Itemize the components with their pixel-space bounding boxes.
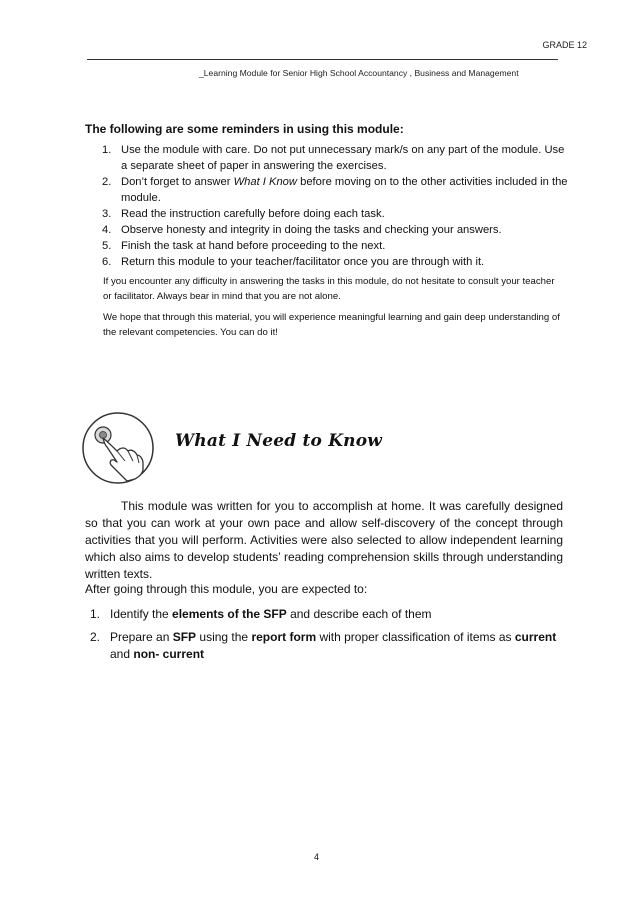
reminders-list [98, 142, 568, 270]
intro-paragraph: This module was written for you to accomplish at home. It was carefully designed so that you can work at your own pace and allow self-discovery of the concept through activities that you will perform. Activities were also selected to allow independent learning which also aims to develop students’ reading comprehension skills through understanding written texts. [85, 499, 563, 581]
list-item: 1. Identify the elements of the SFP and describe each of them [90, 607, 432, 621]
hand-pointing-icon [81, 411, 155, 485]
list-item: 6. Return this module to your teacher/facilitator once you are through with it. [102, 256, 485, 268]
list-item: 2. Prepare an SFP using the report form with proper classification of items as current and non- current [90, 630, 557, 661]
reminders-heading: The following are some reminders in using this module: [85, 122, 404, 136]
encouragement-note: We hope that through this material, you will experience meaningful learning and gain deep understanding of the relevant competencies. You can do it! [103, 312, 560, 338]
page-number: 4 [314, 852, 320, 862]
difficulty-note: If you encounter any difficulty in answering the tasks in this module, do not hesitate to consult your teacher or facilitator. Always bear in mind that you are not alone. [103, 276, 555, 302]
objectives-list [90, 606, 560, 669]
module-subtitle: _Learning Module for Senior High School Accountancy , Business and Management [199, 68, 519, 78]
header-rule [87, 59, 558, 60]
section-title: What I Need to Know [175, 431, 383, 451]
list-item: 5. Finish the task at hand before proceeding to the next. [102, 240, 386, 252]
objectives-intro: After going through this module, you are expected to: [85, 582, 368, 596]
list-item: 2. Don’t forget to answer What I Know before moving on to the other activities included in the module. [102, 176, 568, 204]
grade-label: GRADE 12 [542, 40, 587, 50]
list-item: 4. Observe honesty and integrity in doing the tasks and checking your answers. [102, 224, 502, 236]
list-item: 1. Use the module with care. Do not put unnecessary mark/s on any part of the module. Use a separate sheet of paper in answering the exercises. [102, 144, 565, 172]
list-item: 3. Read the instruction carefully before doing each task. [102, 208, 385, 220]
